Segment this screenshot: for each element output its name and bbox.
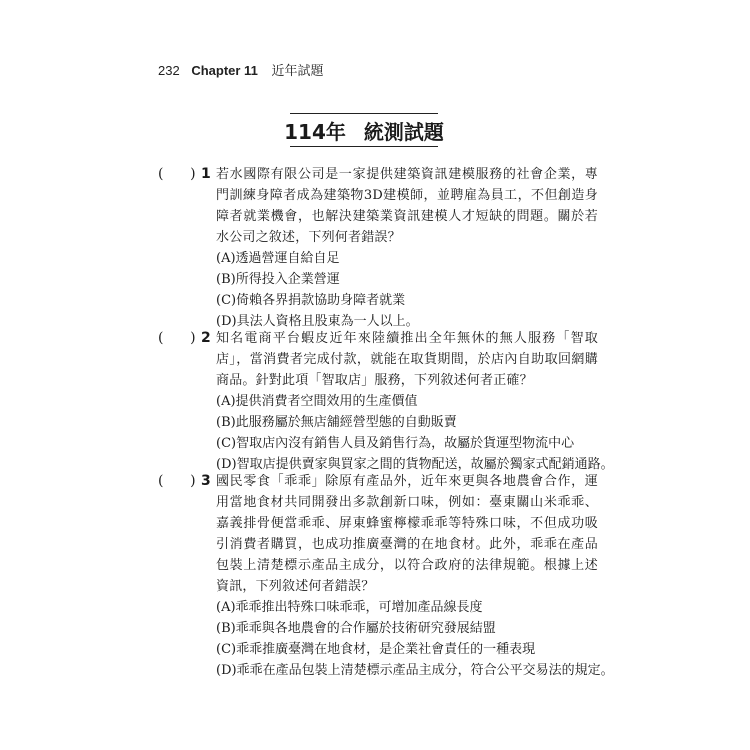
option-d: (D)乖乖在產品包裝上清楚標示產品主成分，符合公平交易法的規定。 bbox=[216, 663, 614, 678]
option-c: (C)智取店內沒有銷售人員及銷售行為，故屬於貨運型物流中心 bbox=[216, 436, 575, 451]
option-b: (B)乖乖與各地農會的合作屬於技術研究發展結盟 bbox=[216, 621, 496, 636]
chapter-title: 近年試題 bbox=[271, 63, 324, 78]
option-b: (B)此服務屬於無店舖經營型態的自動販賣 bbox=[216, 415, 457, 430]
question-2 bbox=[158, 328, 614, 475]
question-text: 國民零食「乖乖」除原有產品外，近年來更與各地農會合作，運用當地食材共同開發出多款創新口味，例如：臺東關山米乖乖、嘉義排骨便當乖乖、屏東蜂蜜檸檬乖乖等特殊口味，不但成功吸引消費者購買，也成功推廣臺灣的在地食材。此外，乖乖在產品包裝上清楚標示產品主成分，以符合政府的法律規範。根據上述資訊，下列敘述何者錯誤？ bbox=[216, 474, 598, 594]
question-3 bbox=[158, 471, 614, 681]
option-b: (B)所得投入企業營運 bbox=[216, 272, 340, 287]
question-text: 若水國際有限公司是一家提供建築資訊建模服務的社會企業，專門訓練身障者成為建築物3D建模師，並聘雇為員工，不但創造身障者就業機會，也解決建築業資訊建模人才短缺的問題。關於若水公司之敘述，下列何者錯誤？ bbox=[216, 167, 598, 245]
section-title bbox=[284, 113, 444, 147]
option-d: (D)智取店提供賣家與買家之間的貨物配送，故屬於獨家式配銷通路。 bbox=[216, 457, 614, 472]
question-number: 3 bbox=[201, 473, 211, 489]
section-title-text: 統測試題 bbox=[363, 119, 444, 144]
answer-blank: ( ) bbox=[158, 330, 196, 346]
section-title-year: 114年 bbox=[284, 119, 346, 144]
question-number: 2 bbox=[201, 330, 211, 346]
answer-blank: ( ) bbox=[158, 473, 196, 489]
question-number: 1 bbox=[201, 166, 211, 182]
question-1 bbox=[158, 164, 598, 332]
option-a: (A)透過營運自給自足 bbox=[216, 251, 340, 266]
page-number: 232 bbox=[158, 63, 180, 78]
answer-blank: ( ) bbox=[158, 166, 196, 182]
question-text: 知名電商平台蝦皮近年來陸續推出全年無休的無人服務「智取店」，當消費者完成付款，就能在取貨期間，於店內自助取回網購商品。針對此項「智取店」服務，下列敘述何者正確？ bbox=[216, 331, 598, 388]
option-c: (C)乖乖推廣臺灣在地食材，是企業社會責任的一種表現 bbox=[216, 642, 536, 657]
option-a: (A)提供消費者空間效用的生產價值 bbox=[216, 394, 418, 409]
page-header bbox=[158, 60, 323, 79]
option-c: (C)倚賴各界捐款協助身障者就業 bbox=[216, 293, 406, 308]
option-d: (D)具法人資格且股東為一人以上。 bbox=[216, 314, 419, 329]
chapter-label: Chapter 11 bbox=[191, 63, 258, 78]
option-a: (A)乖乖推出特殊口味乖乖，可增加產品線長度 bbox=[216, 600, 483, 615]
